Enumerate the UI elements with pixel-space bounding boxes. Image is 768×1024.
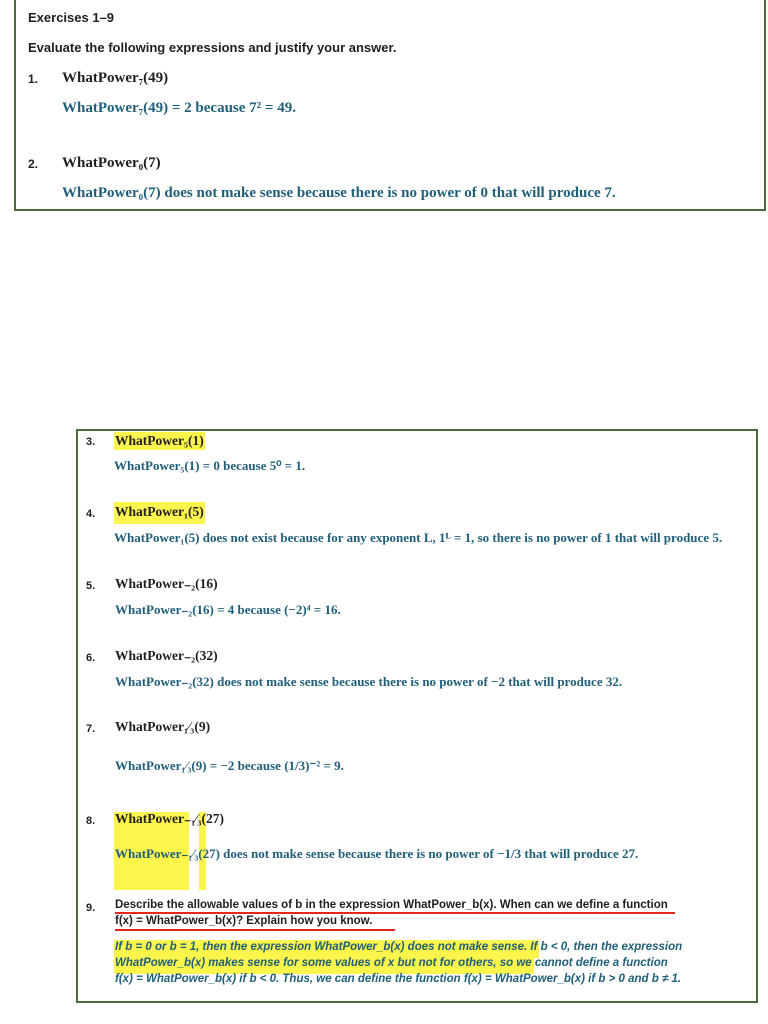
- exercise-question: WhatPower₋₂(32): [115, 648, 218, 663]
- exercise-question: WhatPower₁⁄₃(9): [115, 719, 211, 734]
- exercise-question-line: f(x) = WhatPower_b(x)? Explain how you know.: [115, 915, 373, 927]
- exercise-number: 7.: [86, 723, 96, 735]
- exercise-answer: WhatPower₁(5) does not exist because for any exponent L, 1ᴸ = 1, so there is no power of 1 that will produce 5.: [114, 530, 723, 545]
- exercise-answer: WhatPower₇(49) = 2 because 7² = 49.: [62, 100, 296, 116]
- exercise-answer-line: WhatPower_b(x) makes sense for some values of x but not for others, so we cannot define a function: [115, 957, 668, 969]
- instruction-text: Evaluate the following expressions and justify your answer.: [28, 40, 397, 55]
- section-title: Exercises 1–9: [28, 10, 115, 25]
- exercise-question: WhatPower₋₁⁄₃(27): [115, 811, 224, 826]
- exercise-question: WhatPower₀(7): [62, 155, 161, 171]
- red-underline: [115, 912, 675, 914]
- exercise-question: WhatPower₅(1): [115, 433, 204, 448]
- exercise-answer-line: If b = 0 or b = 1, then the expression WhatPower_b(x) does not make sense. If b < 0, then the expression: [115, 941, 683, 953]
- exercise-number: 5.: [86, 580, 96, 592]
- exercise-number: 8.: [86, 815, 96, 827]
- exercise-question-line: Describe the allowable values of b in the expression WhatPower_b(x). When can we define a function: [115, 899, 668, 911]
- exercise-answer: WhatPower₋₂(16) = 4 because (−2)⁴ = 16.: [115, 602, 341, 617]
- exercise-answer: WhatPower₁⁄₃(9) = −2 because (1/3)⁻² = 9.: [115, 758, 344, 773]
- exercise-number: 4.: [86, 508, 96, 520]
- exercise-number: 1.: [28, 72, 39, 86]
- exercise-number: 2.: [28, 157, 39, 171]
- exercise-number: 3.: [86, 436, 96, 448]
- exercise-question: WhatPower₇(49): [62, 70, 169, 86]
- exercise-question: WhatPower₋₂(16): [115, 576, 218, 591]
- red-underline: [115, 929, 395, 931]
- exercise-answer-line: f(x) = WhatPower_b(x) if b < 0. Thus, we can define the function f(x) = WhatPower_b(x) if b > 0 and b ≠ 1.: [115, 973, 682, 985]
- exercise-answer: WhatPower₋₂(32) does not make sense because there is no power of −2 that will produce 32.: [115, 674, 623, 689]
- exercise-answer: WhatPower₋₁⁄₃(27) does not make sense because there is no power of −1/3 that will produce 27.: [115, 846, 639, 861]
- exercise-number: 9.: [86, 902, 96, 914]
- exercise-question: WhatPower₁(5): [114, 502, 205, 524]
- exercise-number: 6.: [86, 652, 96, 664]
- exercise-answer: WhatPower₅(1) = 0 because 5⁰ = 1.: [114, 458, 306, 473]
- exercise-answer: WhatPower₀(7) does not make sense because there is no power of 0 that will produce 7.: [62, 185, 616, 201]
